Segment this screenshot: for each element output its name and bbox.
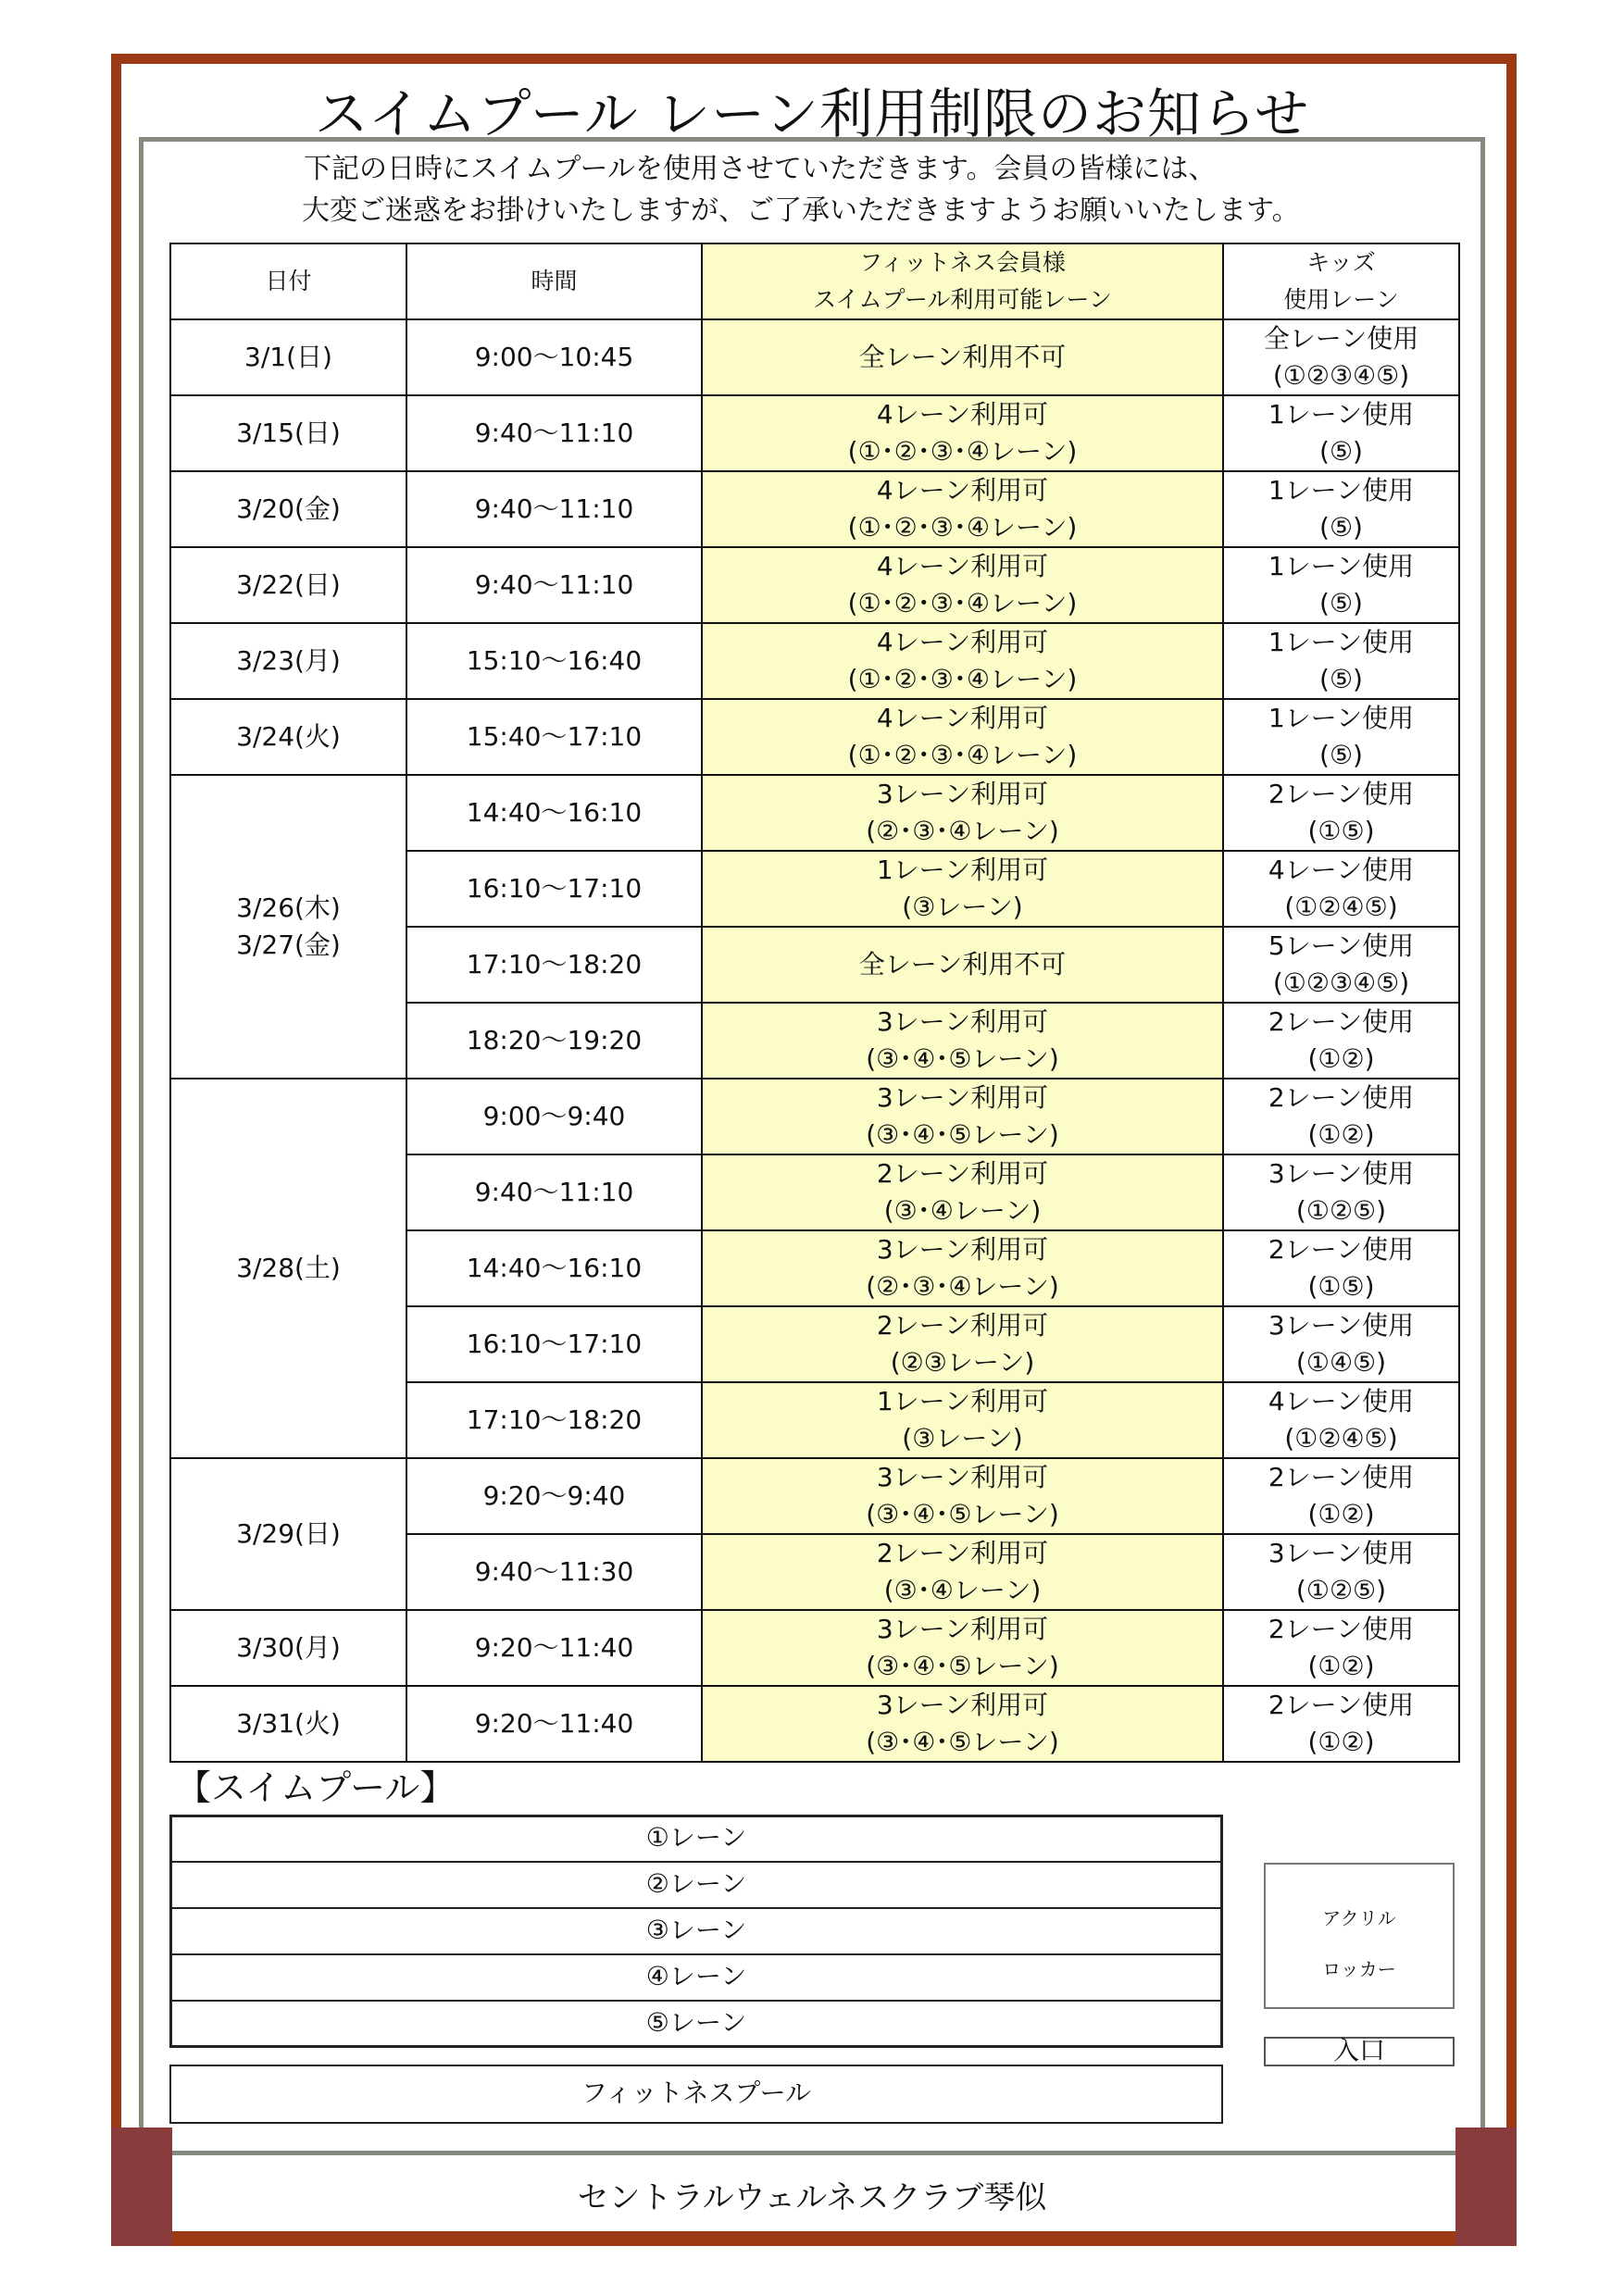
fitness-lanes-cell [702,395,1223,471]
date-cell [170,623,406,699]
header-kids-line-2: 使用レーン [1283,286,1399,313]
date-line-1: 3/15(日) [236,418,341,448]
fitness-lanes-cell [702,1610,1223,1686]
kids-line-1: 1レーン使用 [1268,551,1415,581]
date-line-1: 3/1(日) [244,342,332,372]
kids-lanes-cell [1223,927,1459,1003]
table-row [170,547,1459,623]
kids-lanes-cell [1223,1306,1459,1382]
pool-lanes-diagram [169,1815,1223,2048]
fitness-line-1: 全レーン利用不可 [858,949,1067,980]
date-cell [170,1610,406,1686]
fitness-line-2: (③･④･⑤レーン) [866,1043,1059,1074]
header-kids [1223,243,1459,319]
date-cell [170,1458,406,1610]
kids-line-2: (⑤) [1319,436,1363,467]
kids-line-2: (①⑤) [1307,816,1375,846]
kids-line-2: (①②③④⑤) [1272,967,1410,998]
kids-line-1: 2レーン使用 [1268,1690,1415,1720]
fitness-line-1: 3レーン利用可 [876,1690,1049,1720]
kids-line-2: (⑤) [1319,588,1363,618]
date-cell [170,395,406,471]
fitness-line-2: (①･②･③･④レーン) [847,436,1078,467]
kids-line-1: 2レーン使用 [1268,779,1415,809]
kids-line-1: 3レーン使用 [1268,1158,1415,1189]
kids-line-1: 1レーン使用 [1268,627,1415,657]
date-cell [170,775,406,1079]
kids-line-1: 2レーン使用 [1268,1614,1415,1644]
pool-lane-3: ③レーン [171,1909,1221,1955]
kids-lanes-cell [1223,1382,1459,1458]
kids-line-1: 3レーン使用 [1268,1310,1415,1341]
table-row [170,1458,1459,1534]
schedule-body [170,319,1459,1762]
fitness-line-2: (③･④･⑤レーン) [866,1499,1059,1529]
fitness-lanes-cell [702,623,1223,699]
fitness-line-2: (①･②･③･④レーン) [847,512,1078,543]
club-name-footer: セントラルウェルネスクラブ琴似 [577,2179,1047,2216]
pool-lane-5: ⑤レーン [645,2007,747,2038]
table-row [170,471,1459,547]
fitness-line-1: 3レーン利用可 [876,1462,1049,1492]
kids-line-1: 1レーン使用 [1268,703,1415,733]
kids-lanes-cell [1223,319,1459,395]
date-line-1: 3/30(月) [236,1632,341,1663]
fitness-line-1: 2レーン利用可 [876,1310,1049,1341]
time-cell: 9:40～11:10 [406,547,702,623]
fitness-lanes-cell [702,1534,1223,1610]
time-cell: 9:00～9:40 [406,1079,702,1154]
fitness-line-2: (①･②･③･④レーン) [847,740,1078,770]
table-row [170,1686,1459,1762]
fitness-line-2: (③･④･⑤レーン) [866,1651,1059,1681]
table-row [170,1610,1459,1686]
time-cell: 16:10～17:10 [406,1306,702,1382]
entrance: 入口 [1264,2037,1455,2066]
time-cell: 15:40～17:10 [406,699,702,775]
date-line-1: 3/20(金) [236,493,341,524]
date-cell [170,1079,406,1458]
fitness-lanes-cell [702,699,1223,775]
date-line-1: 3/29(日) [236,1518,341,1549]
kids-line-2: (①②) [1307,1499,1375,1529]
kids-lanes-cell [1223,1458,1459,1534]
intro-line-2: 大変ご迷惑をお掛けいたしますが、ご了承いただきますようお願いいたします。 [302,194,1300,227]
fitness-line-1: 4レーン利用可 [876,475,1049,505]
header-date: 日付 [170,243,406,319]
pool-lane-4: ④レーン [171,1955,1221,2002]
fitness-line-2: (②･③･④レーン) [866,1271,1059,1302]
table-row [170,699,1459,775]
date-line-2: 3/27(金) [236,930,341,960]
kids-line-2: (①②) [1307,1651,1375,1681]
fitness-line-1: 3レーン利用可 [876,1614,1049,1644]
date-line-1: 3/31(火) [236,1708,341,1739]
fitness-line-1: 2レーン利用可 [876,1158,1049,1189]
kids-lanes-cell [1223,699,1459,775]
pool-section-label: 【スイムプール】 [176,1767,456,1808]
kids-line-2: (⑤) [1319,740,1363,770]
fitness-line-2: (③･④･⑤レーン) [866,1727,1059,1757]
schedule-table [169,243,1460,1763]
kids-line-1: 1レーン使用 [1268,475,1415,505]
fitness-line-2: (③･④･⑤レーン) [866,1119,1059,1150]
acrylic-locker [1264,1863,1455,2009]
fitness-line-1: 2レーン利用可 [876,1538,1049,1568]
fitness-line-1: 3レーン利用可 [876,1234,1049,1265]
kids-line-1: 5レーン使用 [1268,930,1415,961]
time-cell: 14:40～16:10 [406,1230,702,1306]
kids-lanes-cell [1223,1154,1459,1230]
fitness-line-2: (③レーン) [902,892,1023,922]
date-line-1: 3/28(土) [236,1253,341,1283]
fitness-lanes-cell [702,851,1223,927]
kids-line-1: 2レーン使用 [1268,1006,1415,1037]
kids-line-1: 2レーン使用 [1268,1082,1415,1113]
kids-lanes-cell [1223,1230,1459,1306]
date-line-1: 3/26(木) [236,892,341,923]
table-row [170,623,1459,699]
kids-line-1: 2レーン使用 [1268,1234,1415,1265]
date-cell [170,699,406,775]
table-row [170,775,1459,851]
header-fitness [702,243,1223,319]
fitness-line-1: 3レーン利用可 [876,779,1049,809]
kids-lanes-cell [1223,851,1459,927]
date-line-1: 3/23(月) [236,645,341,676]
time-cell: 9:40～11:10 [406,395,702,471]
kids-line-1: 3レーン使用 [1268,1538,1415,1568]
kids-line-1: 4レーン使用 [1268,1386,1415,1416]
fitness-line-1: 4レーン利用可 [876,627,1049,657]
fitness-line-1: 全レーン利用不可 [858,342,1067,372]
kids-line-2: (①④⑤) [1295,1347,1387,1378]
kids-lanes-cell [1223,1079,1459,1154]
kids-lanes-cell [1223,1003,1459,1079]
date-cell [170,1686,406,1762]
fitness-line-1: 1レーン利用可 [876,855,1049,885]
time-cell: 9:40～11:30 [406,1534,702,1610]
fitness-lanes-cell [702,1079,1223,1154]
fitness-lanes-cell [702,1306,1223,1382]
locker-line-1: アクリル [1322,1907,1396,1929]
kids-line-1: 4レーン使用 [1268,855,1415,885]
fitness-line-2: (①･②･③･④レーン) [847,588,1078,618]
kids-lanes-cell [1223,1686,1459,1762]
kids-line-2: (⑤) [1319,512,1363,543]
kids-lanes-cell [1223,471,1459,547]
date-cell [170,547,406,623]
kids-line-2: (①⑤) [1307,1271,1375,1302]
kids-line-2: (①②③④⑤) [1272,360,1410,391]
intro-text [304,148,1300,231]
fitness-line-2: (②･③･④レーン) [866,816,1059,846]
table-row [170,395,1459,471]
fitness-line-2: (③･④レーン) [883,1195,1042,1226]
fitness-lanes-cell [702,319,1223,395]
fitness-line-2: (③レーン) [902,1423,1023,1454]
time-cell: 9:20～11:40 [406,1610,702,1686]
fitness-pool: フィットネスプール [169,2065,1223,2124]
locker-line-2: ロッカー [1322,1958,1396,1980]
time-cell: 17:10～18:20 [406,1382,702,1458]
intro-line-1: 下記の日時にスイムプールを使用させていただきます。会員の皆様には、 [304,153,1217,185]
table-header-row [170,243,1459,319]
pool-lane-2: ②レーン [171,1863,1221,1909]
kids-line-2: (①②④⑤) [1284,1423,1398,1454]
date-cell [170,319,406,395]
header-fitness-line-1: フィットネス会員様 [859,249,1066,276]
kids-line-2: (①②④⑤) [1284,892,1398,922]
fitness-line-2: (③･④レーン) [883,1575,1042,1605]
page-title: スイムプール レーン利用制限のお知らせ [314,82,1310,145]
time-cell: 9:40～11:10 [406,471,702,547]
kids-line-1: 全レーン使用 [1263,323,1419,354]
fitness-line-2: (①･②･③･④レーン) [847,664,1078,694]
fitness-line-1: 4レーン利用可 [876,399,1049,430]
time-cell: 14:40～16:10 [406,775,702,851]
time-cell: 9:00～10:45 [406,319,702,395]
fitness-line-1: 4レーン利用可 [876,703,1049,733]
kids-lanes-cell [1223,1534,1459,1610]
kids-line-1: 1レーン使用 [1268,399,1415,430]
kids-line-2: (①②⑤) [1295,1195,1387,1226]
kids-lanes-cell [1223,547,1459,623]
kids-line-2: (①②⑤) [1295,1575,1387,1605]
fitness-lanes-cell [702,775,1223,851]
date-line-1: 3/24(火) [236,721,341,752]
kids-line-2: (⑤) [1319,664,1363,694]
date-cell [170,471,406,547]
pool-lane-1: ①レーン [171,1816,1221,1863]
fitness-lanes-cell [702,1230,1223,1306]
kids-lanes-cell [1223,1610,1459,1686]
kids-line-2: (①②) [1307,1043,1375,1074]
kids-lanes-cell [1223,395,1459,471]
time-cell: 18:20～19:20 [406,1003,702,1079]
table-row [170,319,1459,395]
fitness-line-1: 4レーン利用可 [876,551,1049,581]
date-line-1: 3/22(日) [236,569,341,600]
time-cell: 15:10～16:40 [406,623,702,699]
time-cell: 9:20～11:40 [406,1686,702,1762]
table-row [170,1079,1459,1154]
fitness-line-1: 3レーン利用可 [876,1006,1049,1037]
fitness-line-2: (②③レーン) [890,1347,1035,1378]
header-kids-line-1: キッズ [1306,249,1376,276]
fitness-lanes-cell [702,547,1223,623]
time-cell: 9:20～9:40 [406,1458,702,1534]
header-fitness-line-2: スイムプール利用可能レーン [813,286,1112,313]
fitness-lanes-cell [702,1686,1223,1762]
fitness-lanes-cell [702,471,1223,547]
fitness-lanes-cell [702,1458,1223,1534]
fitness-lanes-cell [702,927,1223,1003]
kids-line-1: 2レーン使用 [1268,1462,1415,1492]
fitness-lanes-cell [702,1003,1223,1079]
fitness-lanes-cell [702,1382,1223,1458]
kids-lanes-cell [1223,775,1459,851]
kids-lanes-cell [1223,623,1459,699]
header-time: 時間 [406,243,702,319]
fitness-line-1: 3レーン利用可 [876,1082,1049,1113]
time-cell: 17:10～18:20 [406,927,702,1003]
fitness-line-1: 1レーン利用可 [876,1386,1049,1416]
fitness-lanes-cell [702,1154,1223,1230]
kids-line-2: (①②) [1307,1727,1375,1757]
time-cell: 16:10～17:10 [406,851,702,927]
kids-line-2: (①②) [1307,1119,1375,1150]
time-cell: 9:40～11:10 [406,1154,702,1230]
